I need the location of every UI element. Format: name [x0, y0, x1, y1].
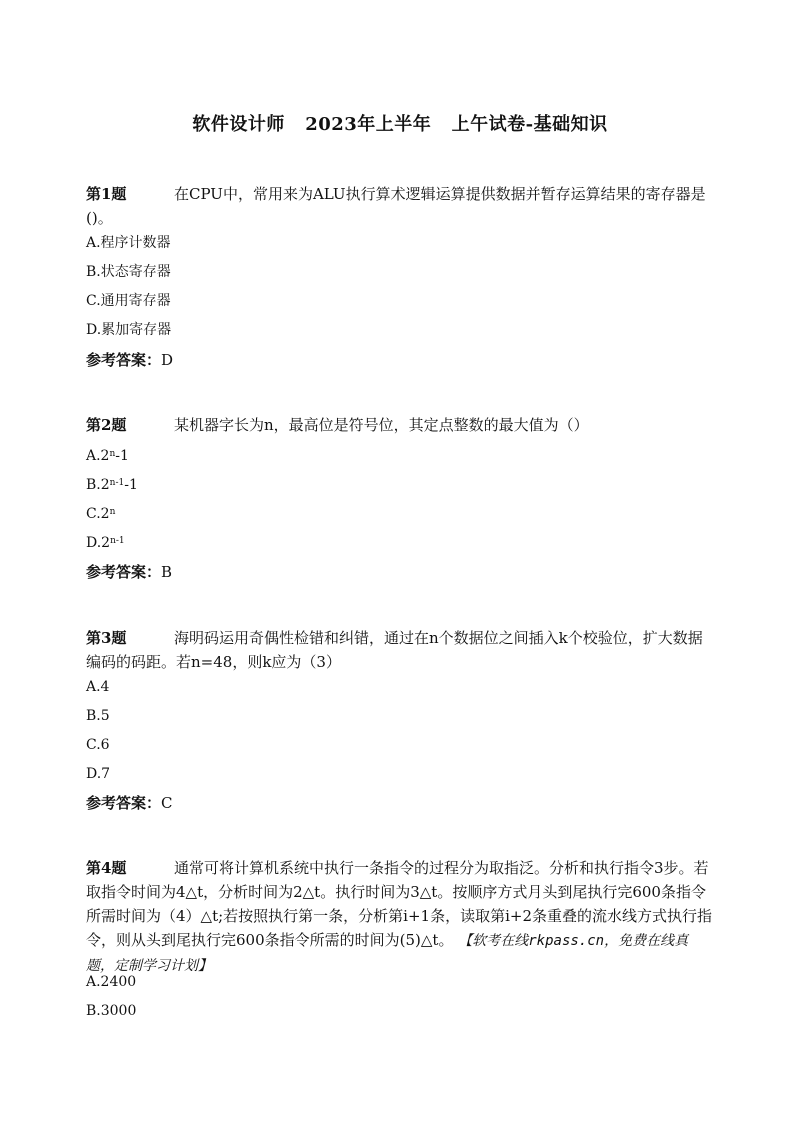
option-b: B.3000 — [86, 1003, 137, 1019]
option-exponent: n — [109, 449, 116, 459]
question-1 — [86, 182, 712, 230]
option-a — [86, 446, 129, 466]
question-4 — [86, 856, 712, 978]
question-text: 海明码运用奇偶性检错和纠错，通过在n个数据位之间插入k个校验位，扩大数据编码的码距。若n=48，则k应为（3） — [86, 629, 703, 671]
question-text: 在CPU中，常用来为ALU执行算术逻辑运算提供数据并暂存运算结果的寄存器是()。 — [86, 185, 706, 227]
question-text: 通常可将计算机系统中执行一条指令的过程分为取指泛。分析和执行指令3步。若取指令时间为4△t，分析时间为2△t。执行时间为3△t。按顺序方式月头到尾执行完600条指令所需时间为（4）△t;若按照执行第一条，分析第i+1条，读取第i+2条重叠的流水线方式执行指令，则从头到尾执行完600条指令所需的时间为(5)△t。 — [86, 859, 712, 949]
question-text: 某机器字长为n，最高位是符号位，其定点整数的最大值为（） — [174, 416, 589, 434]
option-d: D.7 — [86, 766, 111, 782]
option-base: A.2 — [86, 448, 110, 464]
answer-line — [86, 350, 173, 370]
question-number: 第3题 — [86, 629, 127, 647]
option-exponent: n-1 — [109, 478, 125, 488]
option-base: B.2 — [86, 477, 110, 493]
option-a: A.2400 — [86, 974, 137, 990]
answer-label: 参考答案： — [86, 351, 162, 369]
option-c — [86, 504, 115, 524]
option-b: B.5 — [86, 708, 110, 724]
option-base: D.2 — [86, 535, 111, 551]
option-suffix: -1 — [115, 448, 129, 464]
option-d: D.累加寄存器 — [86, 322, 172, 338]
question-3 — [86, 626, 712, 674]
answer-value: D — [161, 351, 174, 369]
option-base: C.2 — [86, 506, 110, 522]
option-b — [86, 475, 138, 495]
option-a: A.程序计数器 — [86, 235, 171, 251]
option-exponent: n — [109, 507, 116, 517]
answer-value: C — [161, 794, 173, 812]
answer-line — [86, 562, 172, 582]
option-c: C.6 — [86, 737, 110, 753]
answer-line — [86, 793, 173, 813]
answer-value: B — [161, 563, 173, 581]
question-number: 第1题 — [86, 185, 127, 203]
question-2 — [86, 413, 712, 437]
question-number: 第4题 — [86, 859, 127, 877]
answer-label: 参考答案： — [86, 794, 162, 812]
option-c: C.通用寄存器 — [86, 293, 171, 309]
promo-note: 【软考在线rkpass.cn，免费在线真题，定制学习计划】 — [86, 933, 689, 974]
option-b: B.状态寄存器 — [86, 264, 171, 280]
page-title: 软件设计师 2023年上半年 上午试卷-基础知识 — [192, 114, 608, 135]
option-exponent: n-1 — [110, 536, 125, 546]
option-a: A.4 — [86, 679, 110, 695]
answer-label: 参考答案： — [86, 563, 162, 581]
option-suffix: -1 — [124, 477, 138, 493]
option-d — [86, 533, 125, 553]
question-number: 第2题 — [86, 416, 127, 434]
